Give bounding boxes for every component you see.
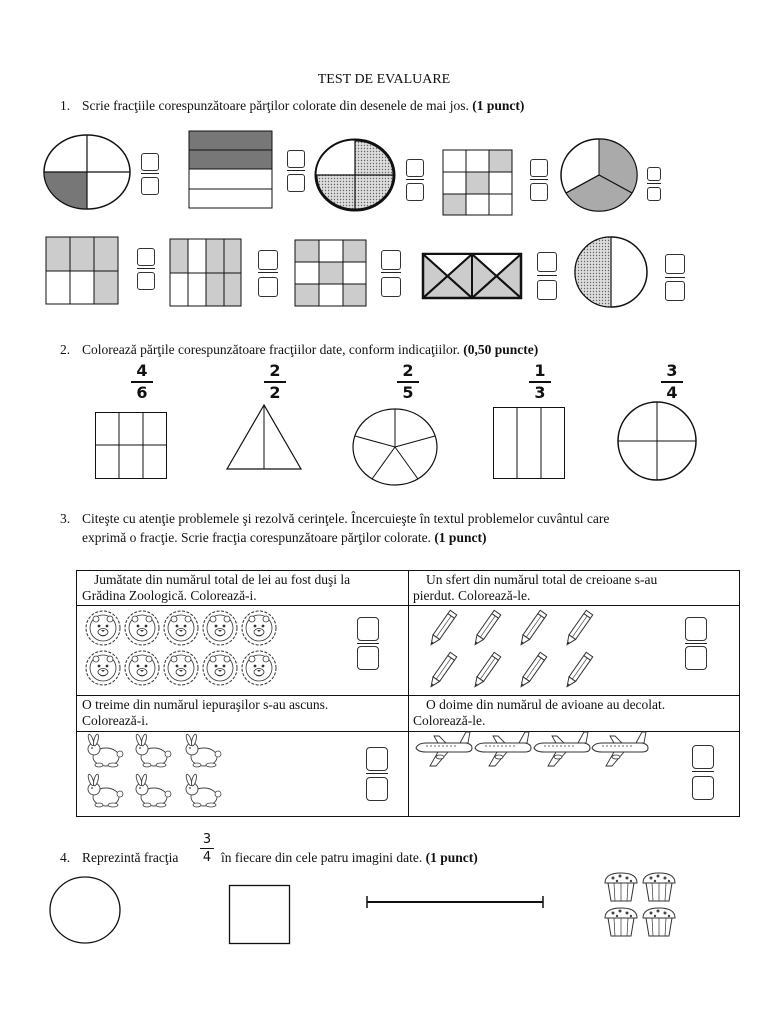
q2-fraction-3-numerator: 2 bbox=[402, 361, 414, 380]
q1-fig1-denominator-box[interactable] bbox=[141, 177, 159, 195]
q3-text-line2 bbox=[82, 529, 486, 547]
q2-grid-2x3[interactable] bbox=[95, 412, 167, 480]
q2-text bbox=[82, 341, 538, 359]
q1-grid-3x3-b bbox=[295, 240, 367, 307]
q1-circle-quarter bbox=[43, 134, 133, 210]
q1-instruction: Scrie fracţiile corespunzătoare părţilor colorate din desenele de mai jos. bbox=[82, 98, 469, 113]
q3-table-hline-1 bbox=[76, 605, 740, 606]
q2-circle-fifths[interactable] bbox=[352, 407, 438, 487]
q1-fig1-fraction-bar bbox=[141, 173, 159, 174]
q3-rabbits[interactable] bbox=[84, 733, 229, 813]
q2-fraction-2 bbox=[264, 362, 286, 402]
q1-fig7-fraction-bar bbox=[258, 272, 278, 273]
q1-fig4-fraction-bar bbox=[530, 179, 548, 180]
q4-text-before: Reprezintă fracţia bbox=[82, 850, 179, 865]
q1-grid-3x3 bbox=[443, 150, 513, 216]
q1-fig2-denominator-box[interactable] bbox=[287, 174, 305, 192]
q4-square[interactable] bbox=[229, 885, 291, 945]
q3-cell1-numerator-box[interactable] bbox=[357, 617, 379, 641]
q3-cell3-line2: Colorează-i. bbox=[82, 713, 149, 728]
q4-instruction-after: în fiecare din cele patru imagini date. bbox=[221, 850, 423, 865]
q1-fig10-fraction-bar bbox=[665, 277, 685, 278]
q4-points: (1 punct) bbox=[425, 850, 478, 865]
q1-fig3-numerator-box[interactable] bbox=[406, 159, 424, 177]
q2-points: (0,50 puncte) bbox=[463, 342, 539, 357]
q2-fraction-5-numerator: 3 bbox=[666, 361, 678, 380]
q3-cell2-line2: pierdut. Colorează-le. bbox=[413, 588, 531, 603]
q3-instruction-line2: exprimă o fracţie. Scrie fracţia corespunzătoare părţilor colorate. bbox=[82, 530, 431, 545]
q3-cell2-numerator-box[interactable] bbox=[685, 617, 707, 641]
q4-fraction-numerator: 3 bbox=[202, 832, 212, 847]
q2-number: 2. bbox=[60, 342, 71, 357]
q2-fraction-4 bbox=[529, 362, 551, 402]
q1-fig1-numerator-box[interactable] bbox=[141, 153, 159, 171]
q2-fraction-5 bbox=[661, 362, 683, 402]
q1-circle-halves bbox=[574, 236, 650, 310]
q3-cell2-line1: Un sfert din numărul total de creioane s-au bbox=[426, 572, 658, 587]
q1-fig6-denominator-box[interactable] bbox=[137, 272, 155, 290]
q1-circle-thirds bbox=[560, 138, 640, 214]
q3-points: (1 punct) bbox=[434, 530, 487, 545]
q3-cell4-line2: Colorează-le. bbox=[413, 713, 486, 728]
q1-fig8-numerator-box[interactable] bbox=[381, 250, 401, 270]
q1-fig5-fraction-bar bbox=[647, 183, 661, 184]
q3-airplanes[interactable] bbox=[414, 729, 650, 769]
q4-text-after bbox=[221, 849, 478, 867]
q1-fig4-denominator-box[interactable] bbox=[530, 183, 548, 201]
q1-fig4-numerator-box[interactable] bbox=[530, 159, 548, 177]
q1-fig9-numerator-box[interactable] bbox=[537, 252, 557, 272]
q3-cell4-denominator-box[interactable] bbox=[692, 776, 714, 800]
q1-fig7-numerator-box[interactable] bbox=[258, 250, 278, 270]
q1-fig5-numerator-box[interactable] bbox=[647, 167, 661, 181]
q1-circle-dotted bbox=[315, 138, 397, 212]
q1-fig6-fraction-bar bbox=[137, 268, 155, 269]
q3-cell1-fraction-bar bbox=[357, 643, 379, 644]
q2-fraction-5-denominator: 4 bbox=[666, 383, 678, 402]
q2-circle-quarters[interactable] bbox=[617, 401, 697, 481]
q2-fraction-3 bbox=[397, 362, 419, 402]
q1-number: 1. bbox=[60, 98, 71, 113]
q1-fig3-fraction-bar bbox=[406, 179, 424, 180]
page-title: TEST DE EVALUARE bbox=[317, 72, 451, 87]
q4-circle[interactable] bbox=[49, 876, 123, 946]
q2-fraction-4-numerator: 1 bbox=[534, 361, 546, 380]
q2-fraction-3-denominator: 5 bbox=[402, 383, 414, 402]
q3-cell1-line1: Jumătate din numărul total de lei au fost duşi la bbox=[94, 572, 351, 587]
q1-crossed-rect bbox=[422, 253, 522, 299]
q3-cell2-fraction-bar bbox=[685, 643, 707, 644]
q4-muffins[interactable] bbox=[601, 869, 681, 941]
q1-fig3-denominator-box[interactable] bbox=[406, 183, 424, 201]
q2-instruction: Colorează părţile corespunzătoare fracţiilor date, conform indicaţiilor. bbox=[82, 342, 460, 357]
q1-fig2-fraction-bar bbox=[287, 170, 305, 171]
q1-fig8-denominator-box[interactable] bbox=[381, 277, 401, 297]
q3-cell4-line1: O doime din numărul de avioane au decolat. bbox=[426, 697, 666, 712]
q1-fig2-numerator-box[interactable] bbox=[287, 150, 305, 168]
q1-fig8-fraction-bar bbox=[381, 272, 401, 273]
q3-cell3-numerator-box[interactable] bbox=[366, 747, 388, 771]
q2-fraction-1-numerator: 4 bbox=[136, 361, 148, 380]
q1-grid-2x3 bbox=[46, 237, 118, 305]
q3-pencils[interactable] bbox=[420, 609, 600, 693]
q1-text bbox=[82, 97, 524, 115]
q2-fraction-1 bbox=[131, 362, 153, 402]
q2-fraction-2-numerator: 2 bbox=[269, 361, 281, 380]
q3-cell1-line2: Grădina Zoologică. Colorează-i. bbox=[82, 588, 257, 603]
q4-fraction-denominator: 4 bbox=[202, 850, 212, 865]
q1-fig9-fraction-bar bbox=[537, 275, 557, 276]
q4-number: 4. bbox=[60, 850, 71, 865]
q4-segment[interactable] bbox=[366, 895, 546, 909]
q1-fig9-denominator-box[interactable] bbox=[537, 280, 557, 300]
q1-fig10-numerator-box[interactable] bbox=[665, 254, 685, 274]
q3-cell2-denominator-box[interactable] bbox=[685, 646, 707, 670]
q1-fig10-denominator-box[interactable] bbox=[665, 281, 685, 301]
q1-fig5-denominator-box[interactable] bbox=[647, 187, 661, 201]
q2-rect-thirds[interactable] bbox=[493, 407, 565, 479]
q1-fig7-denominator-box[interactable] bbox=[258, 277, 278, 297]
q2-fraction-1-denominator: 6 bbox=[136, 383, 148, 402]
q3-cell4-fraction-bar bbox=[692, 771, 714, 772]
q3-cell4-numerator-box[interactable] bbox=[692, 745, 714, 769]
q3-cell1-denominator-box[interactable] bbox=[357, 646, 379, 670]
q4-fraction bbox=[200, 832, 214, 865]
q2-fraction-2-denominator: 2 bbox=[269, 383, 281, 402]
q2-fraction-4-denominator: 3 bbox=[534, 383, 546, 402]
q3-cell3-fraction-bar bbox=[366, 773, 388, 774]
q3-text-line1: Citeşte cu atenţie problemele şi rezolvă cerinţele. Încercuieşte în textul problemelor cuvântul care bbox=[82, 511, 610, 526]
q1-fig6-numerator-box[interactable] bbox=[137, 248, 155, 266]
q3-cell3-denominator-box[interactable] bbox=[366, 777, 388, 801]
q3-cell3-line1: O treime din numărul iepuraşilor s-au ascuns. bbox=[82, 697, 329, 712]
q3-number: 3. bbox=[60, 511, 71, 526]
q2-triangle[interactable] bbox=[226, 404, 302, 470]
q1-points: (1 punct) bbox=[472, 98, 525, 113]
q3-table-vdivider bbox=[408, 570, 409, 817]
q1-stripes-rect bbox=[189, 131, 273, 209]
q1-grid-2x4 bbox=[170, 239, 242, 307]
q3-table-hline-2 bbox=[76, 695, 740, 696]
q3-lions[interactable] bbox=[85, 607, 285, 693]
